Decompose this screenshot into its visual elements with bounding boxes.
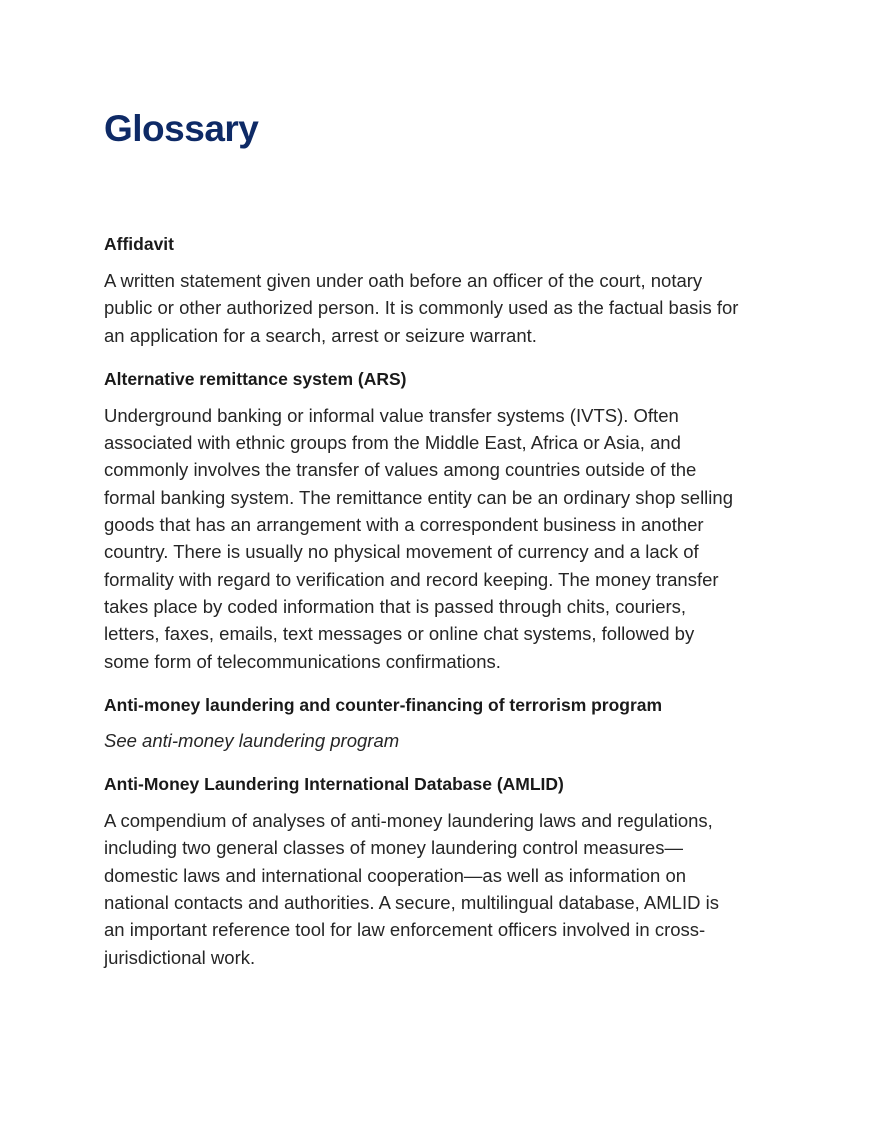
glossary-definition: A compendium of analyses of anti-money laundering laws and regulations, including two general classes of money laundering control measures—domestic laws and international cooperation—as well as information on national contacts and authorities. A secure, multilingual database, AMLID is an important reference tool for law enforcement officers involved in cross-jurisdictional work. <box>104 810 719 968</box>
page-title: Glossary <box>104 108 259 149</box>
glossary-definition: Underground banking or informal value transfer systems (IVTS). Often associated with ethnic groups from the Middle East, Africa or Asia, and commonly involves the transfer of values among countries outside of the formal banking system. The remittance entity can be an ordinary shop selling goods that has an arrangement with a correspondent business in another country. There is usually no physical movement of currency and a lack of formality with regard to verification and record keeping. The money transfer takes place by coded information that is passed through chits, couriers, letters, faxes, emails, text messages or online chat systems, followed by some form of telecommunications confirmations. <box>104 404 733 672</box>
glossary-see-also-reference: See anti-money laundering program <box>104 729 400 751</box>
glossary-entry-affidavit <box>104 233 744 349</box>
glossary-term: Alternative remittance system (ARS) <box>104 368 407 389</box>
glossary-term: Affidavit <box>104 234 174 254</box>
glossary-entry-amlid <box>104 773 744 971</box>
glossary-entries <box>104 233 744 990</box>
glossary-term: Anti-Money Laundering International Database (AMLID) <box>104 774 564 795</box>
glossary-entry-aml-cft-program <box>104 694 744 754</box>
glossary-entry-ars <box>104 368 744 675</box>
glossary-term: Anti-money laundering and counter-financing of terrorism program <box>104 694 663 715</box>
glossary-definition: A written statement given under oath before an officer of the court, notary public or other authorized person. It is commonly used as the factual basis for an application for a search, arrest or seizure warrant. <box>104 270 739 346</box>
